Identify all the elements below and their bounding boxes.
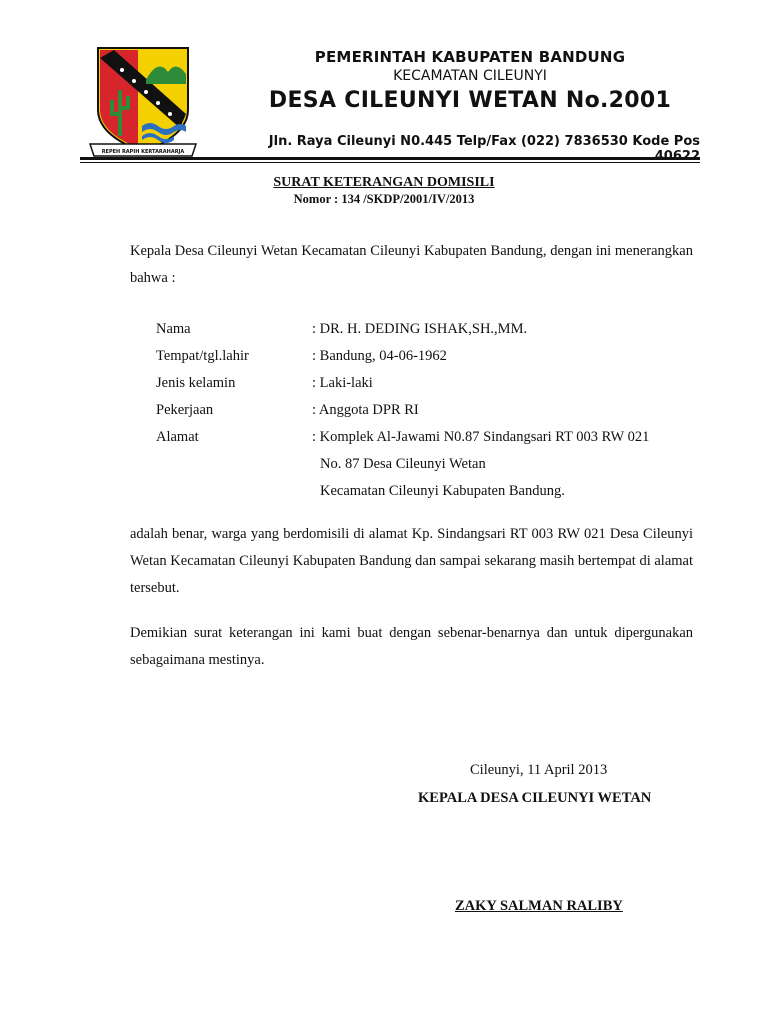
intro-paragraph: Kepala Desa Cileunyi Wetan Kecamatan Cileunyi Kabupaten Bandung, dengan ini menerangkan bahwa : xyxy=(130,243,693,286)
letterhead-divider-thick xyxy=(80,157,700,160)
field-value: : Komplek Al-Jawami N0.87 Sindangsari RT 003 RW 021 xyxy=(312,429,650,445)
signature-place-date: Cileunyi, 11 April 2013 xyxy=(470,762,608,778)
letterhead-government: PEMERINTAH KABUPATEN BANDUNG xyxy=(314,48,626,66)
letterhead-district: KECAMATAN CILEUNYI xyxy=(393,68,547,84)
field-label: Pekerjaan xyxy=(156,402,214,418)
letterhead-divider-thin xyxy=(80,162,700,163)
address-continuation-line: Kecamatan Cileunyi Kabupaten Bandung. xyxy=(320,483,565,499)
signature-title: KEPALA DESA CILEUNYI WETAN xyxy=(418,790,652,806)
document-number: Nomor : 134 /SKDP/2001/IV/2013 xyxy=(293,192,475,206)
field-label: Nama xyxy=(156,321,191,337)
field-label: Jenis kelamin xyxy=(156,375,236,391)
field-value: : Laki-laki xyxy=(312,375,373,391)
statement-paragraph: adalah benar, warga yang berdomisili di alamat Kp. Sindangsari RT 003 RW 021 Desa Cileunyi Wetan Kecamatan Cileunyi Kabupaten Bandung dan sampai sekarang masih bertempat di alamat tersebut. xyxy=(130,526,693,596)
closing-paragraph: Demikian surat keterangan ini kami buat dengan sebenar-benarnya dan untuk dipergunakan sebagaimana mestinya. xyxy=(130,625,693,668)
field-value: : Bandung, 04-06-1962 xyxy=(312,348,447,364)
signature-name: ZAKY SALMAN RALIBY xyxy=(455,898,623,914)
document-title: SURAT KETERANGAN DOMISILI xyxy=(273,175,495,190)
svg-text:REPEH RAPIH KERTARAHARJA: REPEH RAPIH KERTARAHARJA xyxy=(101,149,185,155)
address-continuation-line: No. 87 Desa Cileunyi Wetan xyxy=(320,456,486,472)
letterhead-village: DESA CILEUNYI WETAN No.2001 xyxy=(268,88,672,113)
letterhead-address: Jln. Raya Cileunyi N0.445 Telp/Fax (022) 7836530 Kode Pos xyxy=(268,134,700,149)
field-value: : DR. H. DEDING ISHAK,SH.,MM. xyxy=(312,321,528,337)
field-value: : Anggota DPR RI xyxy=(312,402,419,418)
district-logo-icon xyxy=(88,40,198,160)
field-label: Alamat xyxy=(156,429,199,445)
field-label: Tempat/tgl.lahir xyxy=(156,348,249,364)
